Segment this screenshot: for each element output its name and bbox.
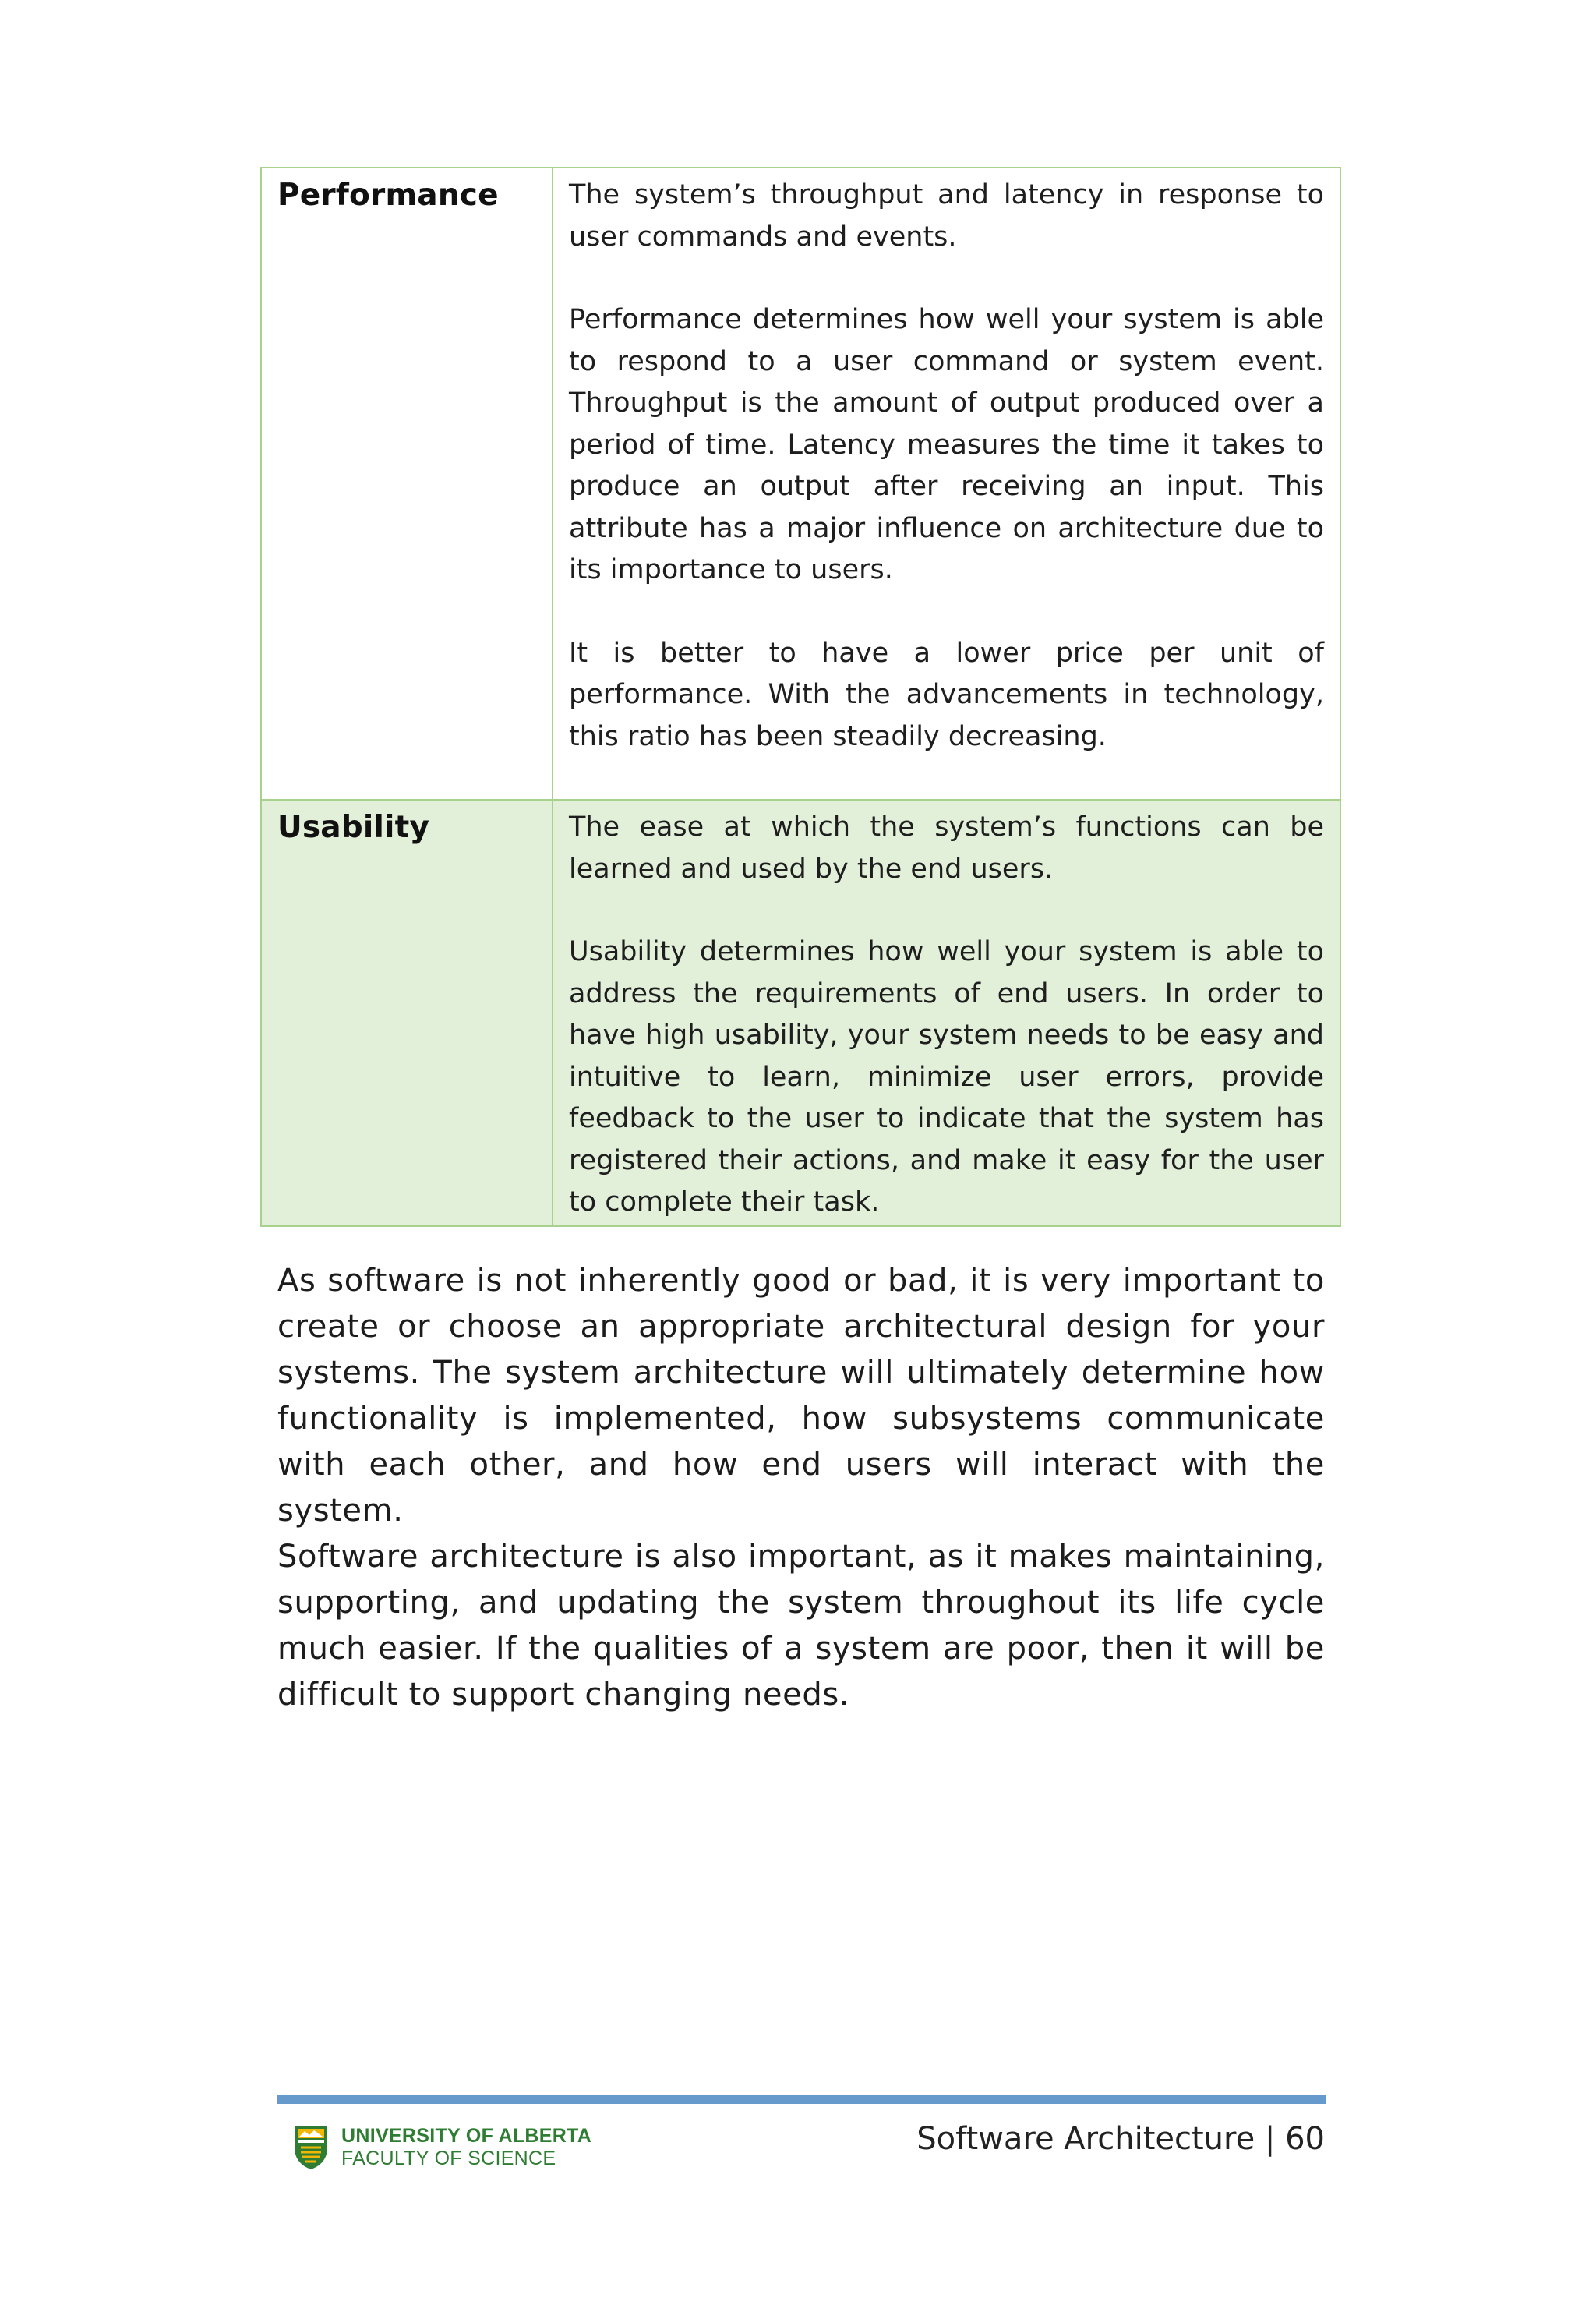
- footer-divider: [277, 2095, 1326, 2104]
- attribute-description-cell: [553, 168, 1340, 800]
- quality-attributes-table: [260, 167, 1341, 1227]
- attribute-row-usability: [261, 800, 1340, 1226]
- shield-crest-icon: [293, 2124, 329, 2171]
- attribute-name: Performance: [277, 178, 499, 213]
- page-footer-label: Software Architecture | 60: [916, 2121, 1325, 2157]
- attribute-description: Usability determines how well your system is able to address the requirements of end users. In order to have high usability, your system needs to be easy and intuitive to learn, minimize user errors, provide feedback to the user to indicate that the system has registered their actions, and make it easy for the user to complete their task.: [569, 936, 1324, 1218]
- attribute-name-cell: [261, 800, 553, 1226]
- attribute-name: Usability: [277, 810, 430, 845]
- logo-university-name: UNIVERSITY OF ALBERTA: [341, 2125, 592, 2147]
- body-paragraph: As software is not inherently good or bad, it is very important to create or choose an appropriate architectural design for your systems. The system architecture will ultimately determine how functionality is implemented, how subsystems communicate with each other, and how end users will interact with the system.: [277, 1263, 1325, 1529]
- attribute-definition: The system’s throughput and latency in response to user commands and events.: [569, 179, 1324, 253]
- attribute-row-performance: [261, 168, 1340, 800]
- attribute-definition: The ease at which the system’s functions can be learned and used by the end users.: [569, 811, 1324, 885]
- attribute-note: It is better to have a lower price per unit of performance. With the advancements in technology, this ratio has been steadily decreasing.: [569, 637, 1324, 752]
- attribute-description: Performance determines how well your system is able to respond to a user command or system event. Throughput is the amount of output produced over a period of time. Latency measures the time it takes to produce an output after receiving an input. This attribute has a major influence on architecture due to its importance to users.: [569, 304, 1324, 585]
- attribute-description-cell: [553, 800, 1340, 1226]
- attribute-name-cell: [261, 168, 553, 800]
- body-paragraph: Software architecture is also important, as it makes maintaining, supporting, and updating the system throughout its life cycle much easier. If the qualities of a system are poor, then it will be difficult to support changing needs.: [277, 1539, 1325, 1713]
- logo-faculty-name: FACULTY OF SCIENCE: [341, 2148, 556, 2169]
- university-logo: [293, 2122, 591, 2173]
